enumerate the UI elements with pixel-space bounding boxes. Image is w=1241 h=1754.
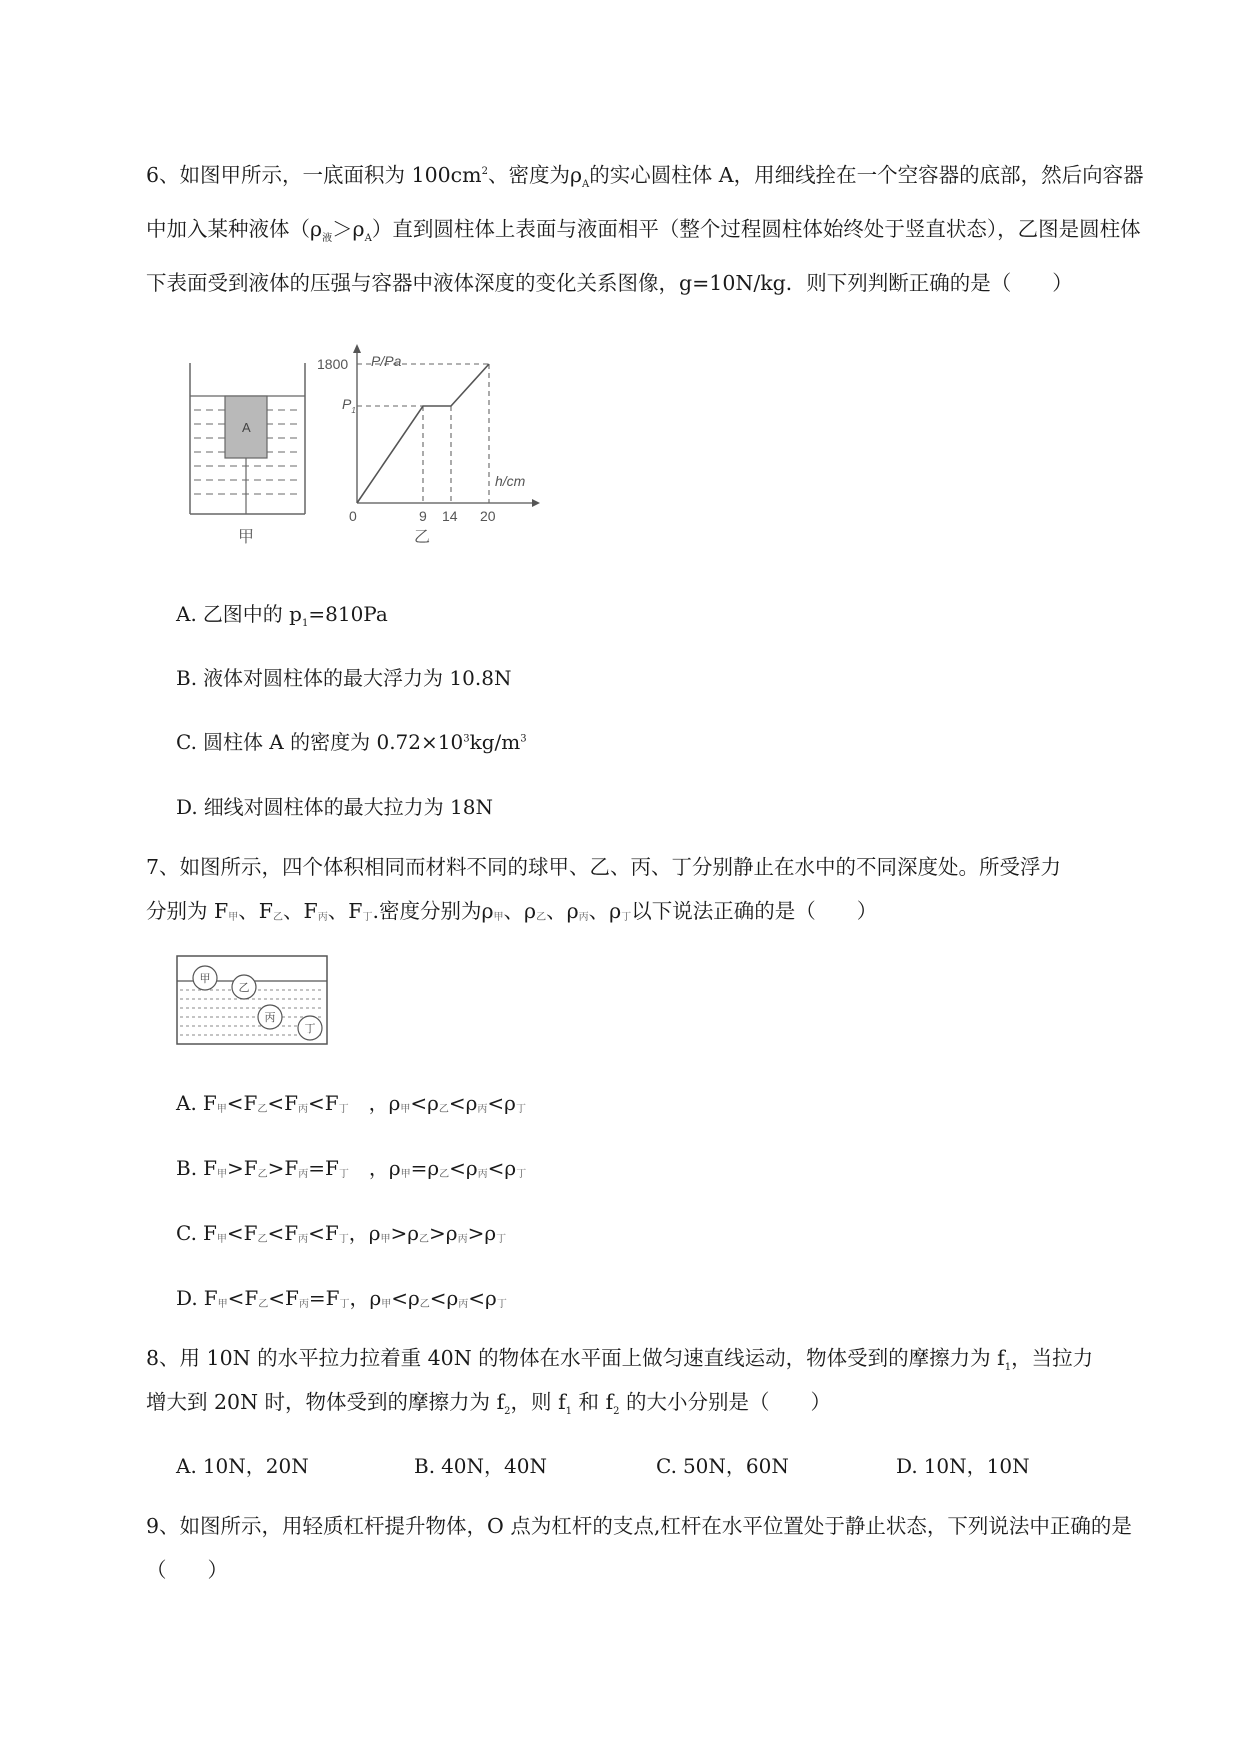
ball-jia-label: 甲 — [199, 973, 211, 985]
subscript: 丁 — [338, 1104, 349, 1115]
x-tick-9: 9 — [419, 508, 427, 524]
text-run: <ρ — [468, 1286, 497, 1310]
x-tick-20: 20 — [480, 508, 496, 524]
subscript: 丁 — [362, 912, 373, 923]
subscript: 甲 — [217, 1299, 228, 1310]
text-run: <F — [226, 1221, 258, 1245]
subscript: 甲 — [380, 1234, 391, 1245]
text-run: 、ρ — [503, 899, 537, 923]
question-9-stem: 9、如图所示，用轻质杠杆提升物体，O 点为杠杆的支点,杠杆在水平位置处于静止状态，下列说法中正确的是（ ） — [146, 1514, 1132, 1582]
question-6-figure — [170, 330, 550, 550]
q7-option-c[interactable] — [176, 1217, 506, 1246]
question-8-line-1: 8、用 10N 的水平拉力拉着重 40N 的物体在水平面上做匀速直线运动，物体受到的摩擦力为 $f_1$，当拉力 — [146, 1346, 1094, 1374]
text-run: <ρ — [391, 1286, 420, 1310]
option-key: C. — [176, 1221, 197, 1245]
subscript: 丙 — [458, 1299, 469, 1310]
container-diagram — [190, 363, 305, 514]
subscript: 乙 — [536, 912, 547, 923]
subscript: 丁 — [496, 1234, 507, 1245]
q6-option-c[interactable]: C. 圆柱体 A 的密度为 $0.72\times 10^3kg/m^3$ — [176, 730, 527, 754]
subscript: 乙 — [257, 1234, 268, 1245]
ball-ding-label: 丁 — [304, 1023, 316, 1035]
text-run: F — [203, 1156, 217, 1180]
text-run: 、F — [282, 899, 318, 923]
text-run: =F — [308, 1286, 340, 1310]
subscript: 乙 — [257, 1169, 268, 1180]
subscript: 丙 — [298, 1299, 309, 1310]
text-run: >ρ — [390, 1221, 420, 1245]
subscript: 甲 — [400, 1104, 411, 1115]
text-run: .密度分别为ρ — [372, 899, 494, 923]
subscript: 乙 — [257, 1104, 268, 1115]
y-tick-p1: $P_1$ — [342, 396, 356, 415]
y-axis-label: P/Pa — [371, 353, 402, 369]
text-run: 、ρ — [588, 899, 622, 923]
subscript: 丙 — [298, 1169, 309, 1180]
text-run: <ρ — [487, 1156, 517, 1180]
subscript: 丁 — [338, 1169, 349, 1180]
subscript: 丙 — [578, 912, 589, 923]
text-run: F — [202, 1091, 217, 1115]
q7-option-b[interactable] — [176, 1152, 526, 1181]
question-7-line-2 — [146, 889, 1158, 940]
question-6-stem: 6、如图甲所示，一底面积为 $100cm^2$、密度为$\rho_A$的实心圆柱体 A，用细线拴在一个空容器的底部，然后向容器中加入某种液体$(\rho_液>\rho_A)$直到圆柱体上表面与液面相平（整个过程圆柱体始终处于竖直状态），乙图是圆柱体下表面受到液体的压强与容器中液体深度的变化关系图像，g=10N/kg．则下列判断正确的是（ ） — [146, 162, 1144, 296]
text-run: <ρ — [449, 1156, 478, 1180]
text-run: >F — [267, 1156, 299, 1180]
text-run: >F — [226, 1156, 258, 1180]
ball-bing-label: 丙 — [264, 1012, 276, 1024]
text-run: ，ρ — [348, 1221, 381, 1245]
q7-option-d[interactable] — [176, 1282, 507, 1311]
ball-yi-label: 乙 — [238, 982, 250, 994]
subscript: 乙 — [258, 1299, 269, 1310]
subscript: 丁 — [339, 1299, 350, 1310]
q6-option-d[interactable]: D. 细线对圆柱体的最大拉力为 18N — [176, 795, 493, 819]
question-8-line-2: 增大到 20N 时，物体受到的摩擦力为 $f_2$，则 $f_1$ 和 $f_2$ 的大小分别是（ ） — [146, 1390, 832, 1418]
q8-option-d[interactable]: D. 10N，10N — [896, 1454, 1030, 1478]
subscript: 甲 — [400, 1169, 411, 1180]
q8-option-a[interactable]: A. 10N，20N — [176, 1454, 309, 1478]
text-run: ，ρ — [348, 1091, 401, 1115]
text-run: <ρ — [410, 1091, 439, 1115]
option-key: A. — [176, 1091, 197, 1115]
subscript: 乙 — [419, 1234, 430, 1245]
yi-caption: 乙 — [414, 529, 431, 546]
text-run: <ρ — [487, 1091, 516, 1115]
text-run: >ρ — [467, 1221, 497, 1245]
question-7-line-1: 7、如图所示，四个体积相同而材料不同的球甲、乙、丙、丁分别静止在水中的不同深度处。所受浮力 — [146, 855, 1062, 879]
text-run: 、F — [327, 899, 363, 923]
text-run: <F — [267, 1221, 299, 1245]
subscript: 乙 — [438, 1104, 449, 1115]
subscript: 丙 — [317, 912, 328, 923]
subscript: 甲 — [228, 912, 239, 923]
text-run: <F — [268, 1286, 299, 1310]
text-run: <F — [226, 1091, 258, 1115]
text-run: <F — [307, 1091, 339, 1115]
text-run: >ρ — [429, 1221, 458, 1245]
y-tick-1800: 1800 — [317, 356, 349, 372]
q6-option-a[interactable]: A. 乙图中的 $p_1=810Pa$ — [176, 602, 388, 629]
text-run: 分别为 F — [146, 899, 229, 923]
text-run: <F — [227, 1286, 259, 1310]
question-7-figure — [172, 950, 332, 1050]
subscript: 丁 — [338, 1234, 349, 1245]
subscript: 丙 — [477, 1104, 488, 1115]
subscript: 丁 — [496, 1299, 507, 1310]
x-tick-14: 14 — [442, 508, 458, 524]
subscript: 丙 — [298, 1234, 309, 1245]
subscript: 甲 — [216, 1104, 227, 1115]
text-run: F — [202, 1221, 217, 1245]
text-run: <F — [267, 1091, 298, 1115]
subscript: 乙 — [439, 1169, 450, 1180]
text-run: =F — [308, 1156, 339, 1180]
text-run: 、F — [238, 899, 273, 923]
subscript: 丙 — [477, 1169, 488, 1180]
q8-option-c[interactable]: C. 50N，60N — [656, 1454, 789, 1478]
subscript: 丁 — [516, 1169, 527, 1180]
jia-caption: 甲 — [238, 529, 255, 546]
origin-label: 0 — [349, 508, 357, 524]
text-run: F — [203, 1286, 218, 1310]
q7-option-a[interactable] — [176, 1087, 526, 1116]
text-run: ，ρ — [349, 1286, 382, 1310]
text-run: 、ρ — [546, 899, 579, 923]
option-key: D. — [176, 1286, 198, 1310]
subscript: 乙 — [272, 912, 283, 923]
subscript: 丁 — [515, 1104, 526, 1115]
option-key: B. — [176, 1156, 198, 1180]
text-run: ，ρ — [348, 1156, 401, 1180]
subscript: 甲 — [493, 912, 504, 923]
x-axis-label: h/cm — [495, 473, 526, 489]
text-run: <ρ — [429, 1286, 459, 1310]
text-run: <F — [308, 1221, 339, 1245]
subscript: 甲 — [216, 1234, 227, 1245]
cylinder-label: A — [242, 420, 251, 435]
subscript: 丙 — [297, 1104, 308, 1115]
subscript: 甲 — [216, 1169, 227, 1180]
subscript: 乙 — [419, 1299, 430, 1310]
text-run: 以下说法正确的是（ ） — [631, 899, 878, 923]
subscript: 丙 — [457, 1234, 468, 1245]
subscript: 甲 — [381, 1299, 392, 1310]
q8-option-b[interactable]: B. 40N，40N — [414, 1454, 547, 1478]
text-run: =ρ — [410, 1156, 440, 1180]
text-run: <ρ — [448, 1091, 478, 1115]
q6-option-b[interactable]: B. 液体对圆柱体的最大浮力为 10.8N — [176, 666, 512, 690]
subscript: 丁 — [621, 912, 632, 923]
